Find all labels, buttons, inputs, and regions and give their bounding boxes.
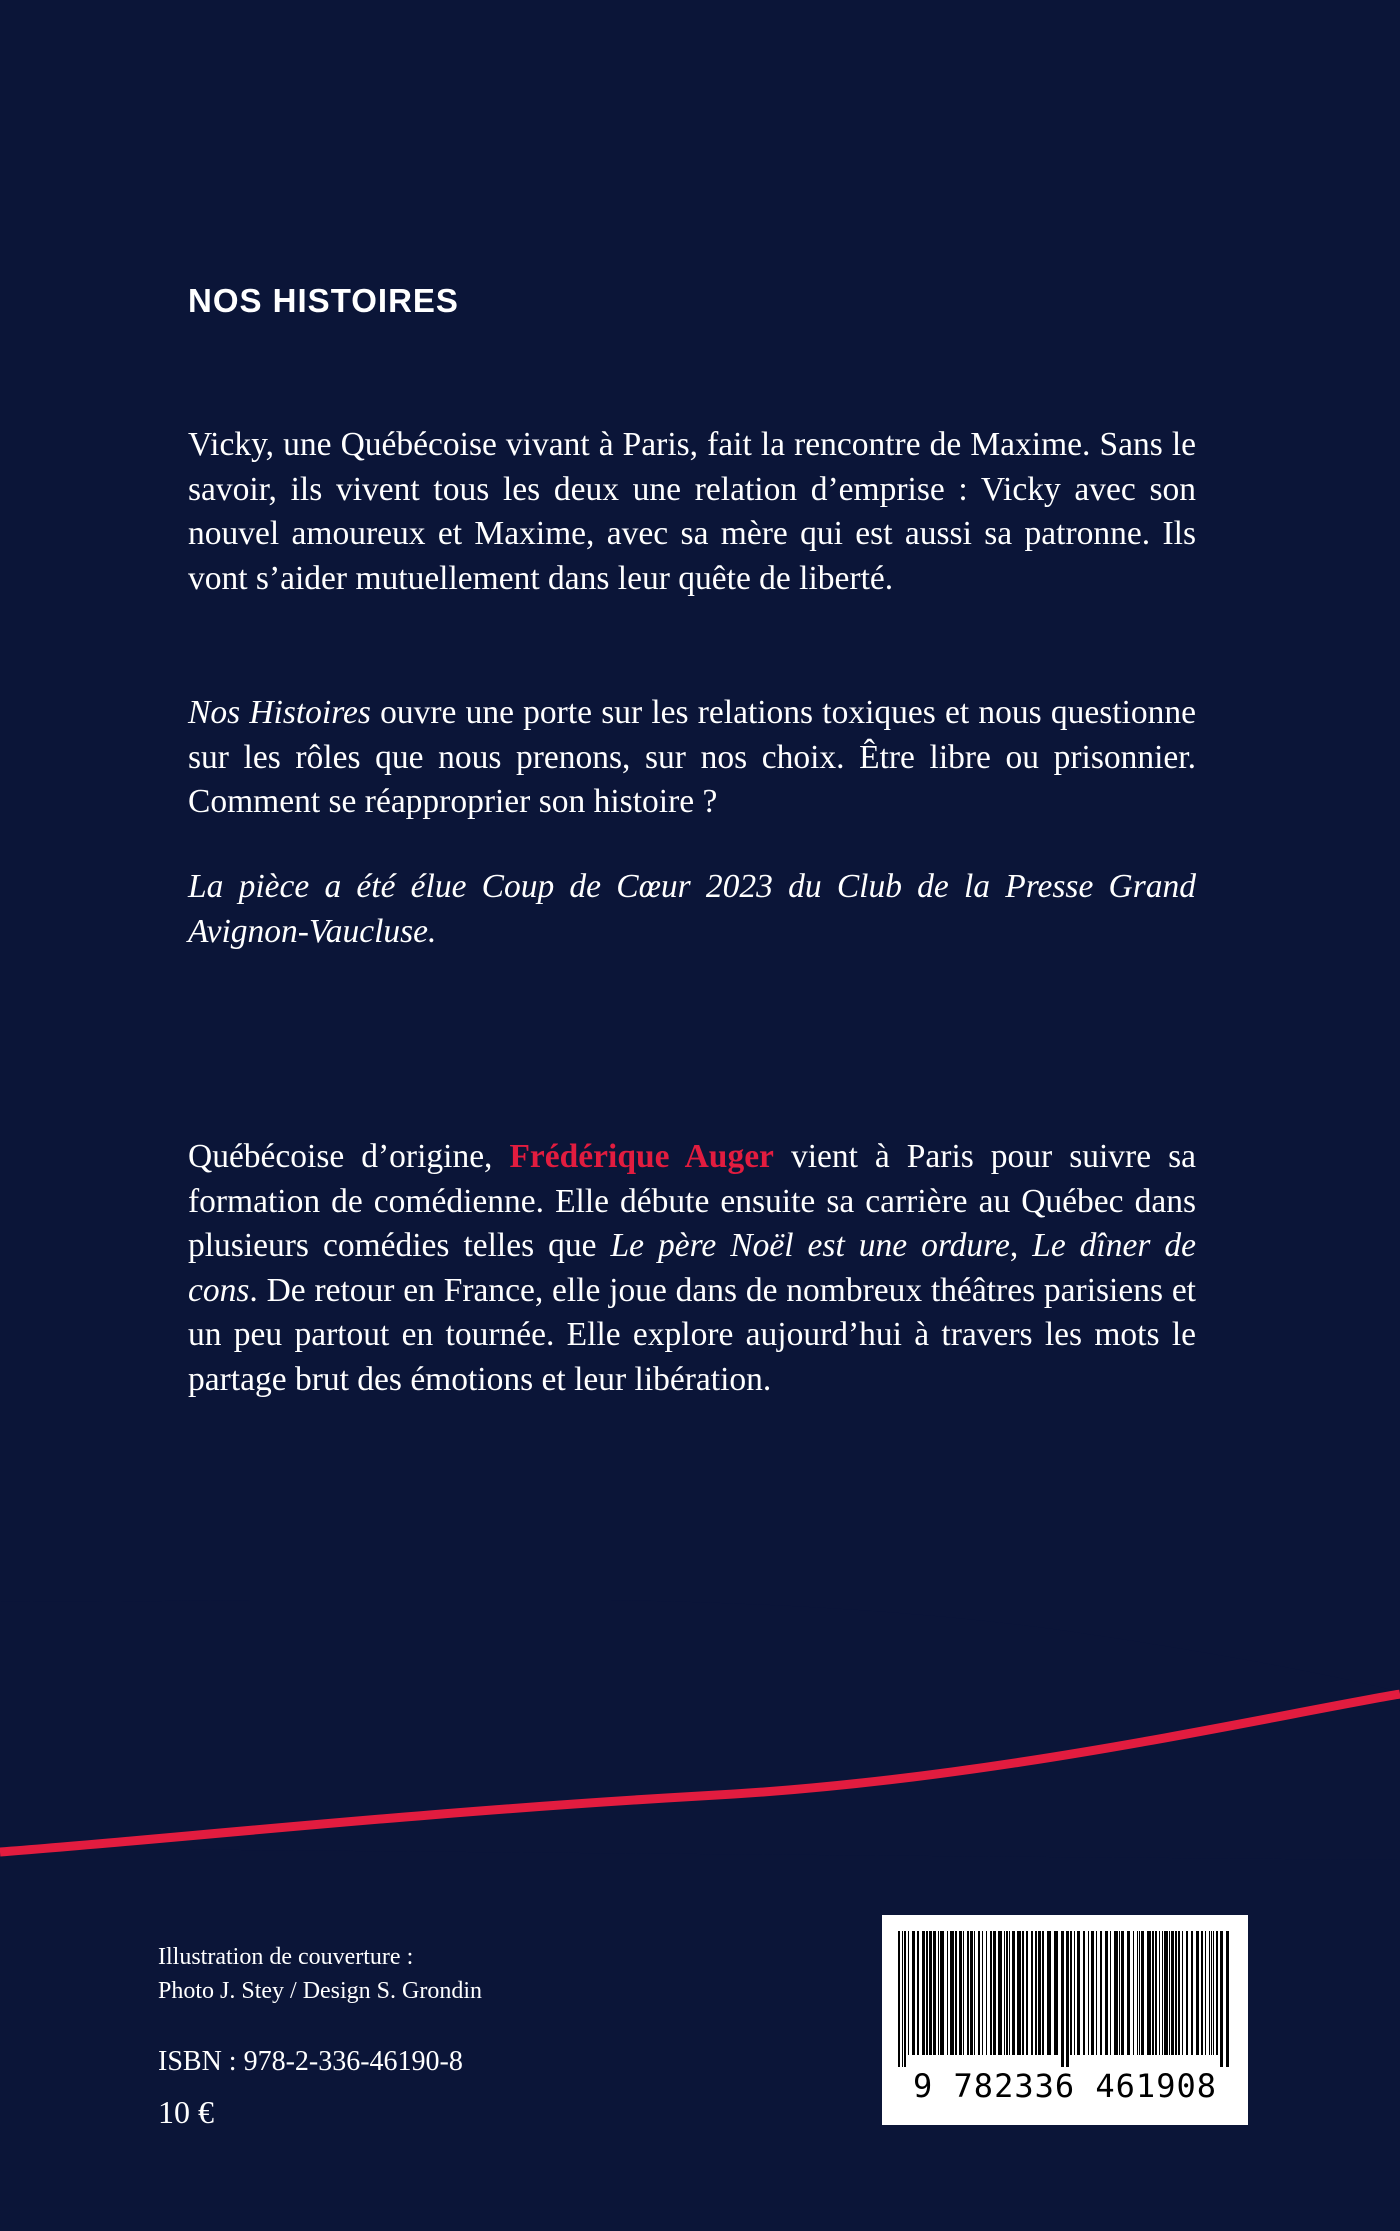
barcode-bar bbox=[1061, 1931, 1064, 2067]
barcode-bar bbox=[933, 1931, 936, 2055]
barcode-bar bbox=[1042, 1931, 1044, 2055]
barcode-bar bbox=[974, 1931, 975, 2055]
barcode-bar bbox=[1083, 1931, 1085, 2055]
book-title-inline: Nos Histoires bbox=[188, 694, 371, 731]
barcode bbox=[882, 1915, 1248, 2125]
credits-line-1: Illustration de couverture : bbox=[158, 1944, 414, 1970]
barcode-bar bbox=[1054, 1931, 1058, 2055]
barcode-bar bbox=[1026, 1931, 1028, 2055]
barcode-bar bbox=[993, 1931, 996, 2055]
barcode-bar bbox=[998, 1931, 1002, 2055]
bio-intro: Québécoise d’origine, bbox=[188, 1138, 510, 1175]
barcode-bar bbox=[1209, 1931, 1210, 2055]
barcode-bar bbox=[922, 1931, 925, 2055]
barcode-bar bbox=[1119, 1931, 1120, 2055]
barcode-bar bbox=[1175, 1931, 1177, 2055]
barcode-bar bbox=[1213, 1931, 1214, 2055]
barcode-bar bbox=[1105, 1931, 1108, 2055]
barcode-bar bbox=[1152, 1931, 1154, 2055]
barcode-bar bbox=[1006, 1931, 1008, 2055]
barcode-bar bbox=[1121, 1931, 1124, 2055]
barcode-bar bbox=[1088, 1931, 1089, 2055]
barcode-bar bbox=[970, 1931, 973, 2055]
barcode-bar bbox=[978, 1931, 980, 2055]
barcode-bar bbox=[1141, 1931, 1144, 2055]
barcode-bar bbox=[1022, 1931, 1024, 2055]
barcode-bar bbox=[1201, 1931, 1203, 2055]
barcode-bar bbox=[1127, 1931, 1130, 2055]
author-name: Frédérique Auger bbox=[509, 1138, 774, 1175]
synopsis-text-2 bbox=[188, 691, 1196, 825]
barcode-bar bbox=[902, 1931, 903, 2067]
barcode-bar bbox=[959, 1931, 962, 2055]
barcode-bar bbox=[1178, 1931, 1180, 2055]
barcode-bar bbox=[1110, 1931, 1111, 2055]
bio-part-2: . De retour en France, elle joue dans de nombreux théâtres parisiens et un peu partout en tournée. Elle explore aujourd’hui à travers les mots le partage brut des émotions et leur libération. bbox=[188, 1271, 1196, 1398]
barcode-bar bbox=[1182, 1931, 1183, 2055]
bio-separator: , bbox=[1009, 1227, 1033, 1264]
barcode-bar bbox=[967, 1931, 969, 2055]
barcode-bar bbox=[1047, 1931, 1051, 2055]
barcode-bar bbox=[1035, 1931, 1037, 2055]
barcode-bar bbox=[1164, 1931, 1168, 2055]
barcode-bar bbox=[1100, 1931, 1102, 2055]
barcode-bar bbox=[929, 1931, 932, 2055]
isbn: ISBN : 978-2-336-46190-8 bbox=[158, 2046, 463, 2077]
barcode-bar bbox=[955, 1931, 957, 2055]
barcode-bar bbox=[898, 1931, 900, 2067]
barcode-bar bbox=[1147, 1931, 1151, 2055]
barcode-bar bbox=[1070, 1931, 1072, 2055]
barcode-bar bbox=[904, 1931, 906, 2067]
barcode-bar bbox=[1162, 1931, 1163, 2055]
barcode-bar bbox=[1004, 1931, 1005, 2055]
barcode-bar bbox=[1169, 1931, 1170, 2055]
barcode-bar bbox=[1137, 1931, 1138, 2055]
barcode-bar bbox=[1216, 1931, 1218, 2055]
barcode-bar bbox=[982, 1931, 983, 2055]
barcode-bar bbox=[1205, 1931, 1206, 2055]
barcode-bar bbox=[1096, 1931, 1097, 2055]
barcode-bar bbox=[1009, 1931, 1010, 2055]
barcode-bar bbox=[1012, 1931, 1015, 2055]
author-bio bbox=[188, 1135, 1196, 1402]
play-title-1: Le père Noël est une ordure bbox=[610, 1227, 1010, 1264]
barcode-bar bbox=[1091, 1931, 1094, 2055]
synopsis-paragraph-1 bbox=[188, 423, 1196, 601]
barcode-bar bbox=[1114, 1931, 1118, 2055]
barcode-bar bbox=[912, 1931, 915, 2055]
barcode-bar bbox=[926, 1931, 928, 2055]
barcode-bar bbox=[1031, 1931, 1033, 2055]
barcode-bar bbox=[1139, 1931, 1140, 2055]
barcode-bar bbox=[940, 1931, 944, 2055]
play-title-2: Le dîner de cons bbox=[188, 1227, 1197, 1309]
barcode-bar bbox=[1038, 1931, 1041, 2055]
barcode-bar bbox=[938, 1931, 939, 2055]
barcode-bar bbox=[1077, 1931, 1080, 2055]
barcode-bar bbox=[990, 1931, 992, 2055]
price: 10 € bbox=[158, 2094, 214, 2130]
barcode-bar bbox=[1155, 1931, 1157, 2055]
barcode-bar bbox=[1159, 1931, 1160, 2055]
barcode-bar bbox=[1196, 1931, 1199, 2055]
book-title: NOS HISTOIRES bbox=[188, 282, 459, 319]
barcode-bar bbox=[1171, 1931, 1174, 2055]
barcode-bar bbox=[1186, 1931, 1188, 2055]
cover-credits bbox=[158, 1940, 482, 2008]
barcode-bar bbox=[1066, 1931, 1069, 2067]
barcode-bar bbox=[1220, 1931, 1223, 2067]
synopsis-text-2-rest: ouvre une porte sur les relations toxiques et nous questionne sur les rôles que nous prenons, sur nos choix. Être libre ou prisonnier. Comment se réapproprier son histoire ? bbox=[188, 694, 1197, 820]
barcode-bar bbox=[908, 1931, 909, 2055]
synopsis-paragraph-2 bbox=[188, 691, 1196, 825]
barcode-bar bbox=[1211, 1931, 1212, 2055]
barcode-bar bbox=[950, 1931, 954, 2055]
barcode-bars bbox=[896, 1931, 1234, 2067]
award-paragraph bbox=[188, 865, 1196, 954]
barcode-bar bbox=[986, 1931, 987, 2055]
barcode-bar bbox=[917, 1931, 919, 2055]
barcode-bar bbox=[1226, 1931, 1229, 2067]
author-bio-text bbox=[188, 1135, 1196, 1402]
barcode-bar bbox=[1133, 1931, 1134, 2055]
barcode-bar bbox=[1191, 1931, 1193, 2055]
barcode-digits: 9 782336 461908 bbox=[913, 2067, 1217, 2105]
synopsis-text-1: Vicky, une Québécoise vivant à Paris, fait la rencontre de Maxime. Sans le savoir, ils vivent tous les deux une relation d’emprise : Vicky avec son nouvel amoureux et Maxime, avec sa mère qui est aussi sa patronne. Ils vont s’aider mutuellement dans leur quête de liberté. bbox=[188, 426, 1196, 597]
red-wave-divider bbox=[0, 1600, 1400, 1860]
barcode-bar bbox=[1017, 1931, 1021, 2055]
credits-line-2: Photo J. Stey / Design S. Grondin bbox=[158, 1978, 483, 2004]
bio-part-1: vient à Paris pour suivre sa formation de comédienne. Elle débute ensuite sa carrière au Québec dans plusieurs comédies telles que bbox=[188, 1138, 1196, 1264]
barcode-bar bbox=[1074, 1931, 1075, 2055]
barcode-bar bbox=[947, 1931, 948, 2055]
barcode-bar bbox=[963, 1931, 964, 2055]
award-text: La pièce a été élue Coup de Cœur 2023 du Club de la Presse Grand Avignon-Vaucluse. bbox=[188, 868, 1196, 950]
